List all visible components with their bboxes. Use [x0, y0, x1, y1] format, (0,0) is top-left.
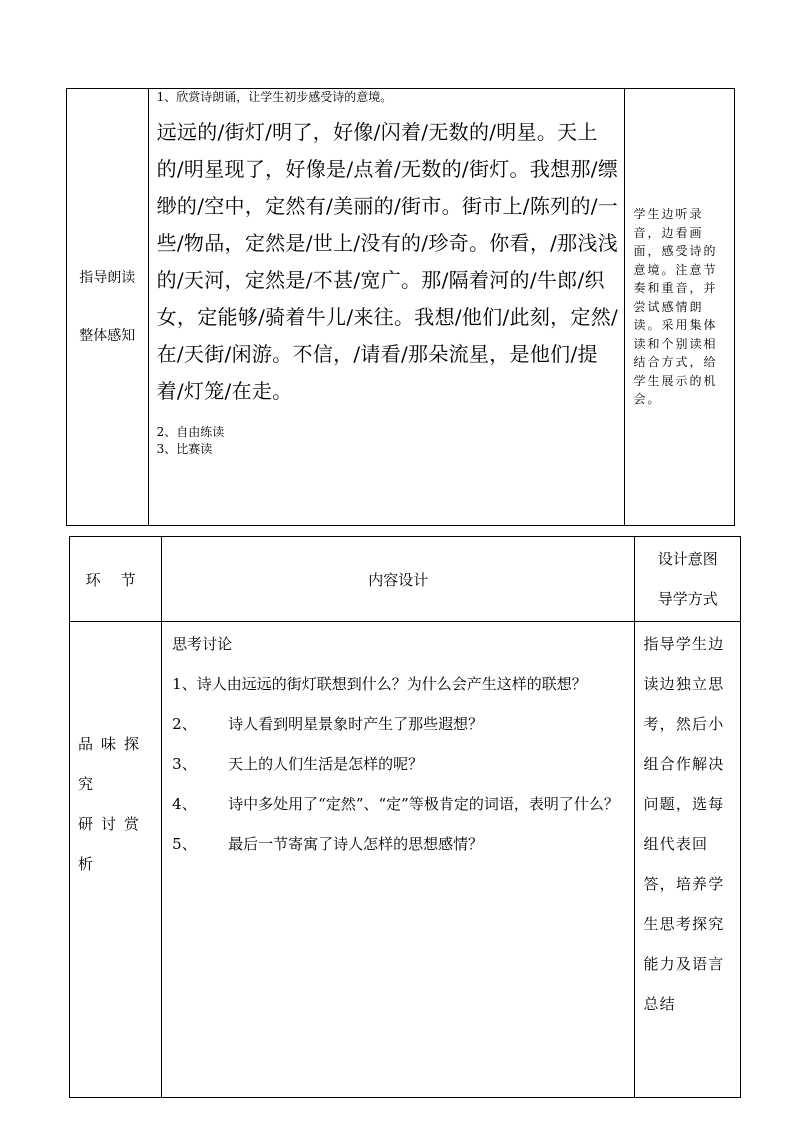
discussion-cell	[162, 622, 635, 1098]
question-4-number: 4、	[172, 795, 197, 813]
header-intent-line1: 设计意图	[657, 550, 718, 568]
lesson-design-table	[69, 536, 741, 1098]
section-label-cell	[70, 622, 162, 1098]
question-5-text: 最后一节寄寓了诗人怎样的思想感情？	[228, 835, 484, 853]
question-3-number: 3、	[172, 755, 197, 773]
stage-label-line2: 整体感知	[79, 328, 136, 344]
step-1: 1、欣赏诗朗诵，让学生初步感受诗的意境。	[156, 90, 393, 104]
header-content: 内容设计	[162, 537, 635, 622]
content-cell	[148, 89, 625, 526]
question-4-text: 诗中多处用了“定然”、“定”等极肯定的词语，表明了什么？	[228, 795, 619, 813]
question-2	[172, 704, 628, 744]
step-2: 2、自由练读	[156, 425, 225, 439]
question-4	[172, 784, 628, 824]
question-2-number: 2、	[172, 715, 197, 733]
question-3	[172, 744, 628, 784]
discussion-title: 思考讨论	[172, 635, 233, 653]
question-5-number: 5、	[172, 835, 197, 853]
intent-note: 学生边听录音，边看画面，感受诗的意境。注意节奏和重音，并尝试感情朗读。采用集体读和个别读相结合方式，给学生展示的机会。	[633, 207, 718, 407]
poem-text: 远远的/街灯/明了，好像/闪着/无数的/明星。天上的/明星现了，好像是/点着/无数的/街灯。我想那/缥缈的/空中，定然有/美丽的/街市。街市上/陈列的/一些/物品，定然是/世上/没有的/珍奇。你看，/那浅浅的/天河，定然是/不甚/宽广。那/隔着河的/牛郎/织女，定能够/骑着牛儿/来往。我想/他们/此刻，定然/在/天街/闲游。不信，/请看/那朵流星，是他们/提着/灯笼/在走。	[156, 120, 619, 403]
section-label-line1: 品味探究	[78, 735, 148, 793]
reading-guidance-table	[66, 88, 735, 526]
question-5	[172, 824, 628, 864]
question-3-text: 天上的人们生活是怎样的呢？	[228, 755, 424, 773]
section-label-line2: 研讨赏析	[78, 815, 148, 873]
header-intent	[635, 537, 741, 622]
step-3: 3、比赛读	[156, 442, 213, 456]
question-1: 1、诗人由远远的街灯联想到什么？为什么会产生这样的联想？	[172, 675, 587, 693]
stage-label-line1: 指导朗读	[79, 270, 136, 286]
intent-method-text: 指导学生边读边独立思考，然后小组合作解决问题，选每组代表回答，培养学生思考探究能力及语言总结	[643, 635, 725, 1013]
intent-method-cell	[635, 622, 741, 1098]
header-intent-line2: 导学方式	[657, 590, 718, 608]
stage-label-cell	[67, 89, 149, 526]
question-2-text: 诗人看到明星景象时产生了那些遐想？	[228, 715, 484, 733]
header-stage: 环节	[70, 537, 162, 622]
intent-cell	[625, 89, 735, 526]
